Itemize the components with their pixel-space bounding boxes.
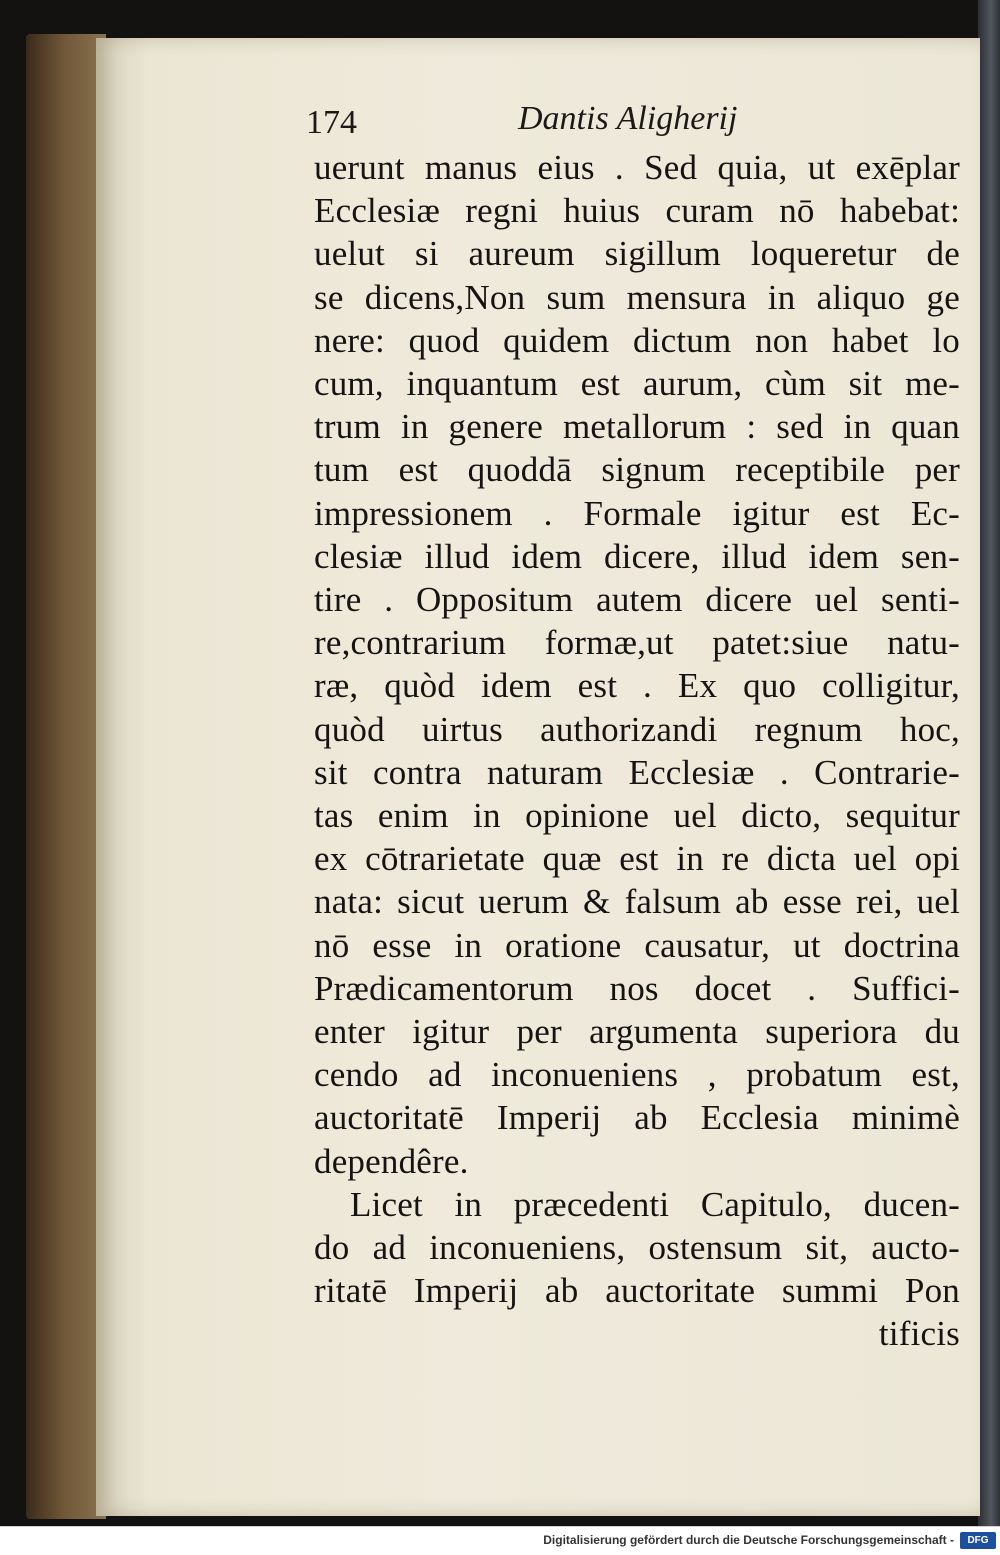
text-line: tire . Oppositum autem dicere uel senti- bbox=[314, 580, 960, 620]
text-line: nere: quod quidem dictum non habet lo bbox=[314, 320, 960, 360]
book-cover-edge bbox=[978, 0, 1000, 1530]
credit-text: Digitalisierung gefördert durch die Deutsche Forschungsgemeinschaft - bbox=[543, 1533, 954, 1547]
text-line: Ecclesiæ regni huius curam nō habebat: bbox=[314, 191, 960, 231]
text-block bbox=[314, 146, 960, 1356]
text-line: trum in genere metallorum : sed in quan bbox=[314, 407, 960, 447]
text-line: cendo ad inconueniens , probatum est, bbox=[314, 1055, 960, 1095]
text-line: se dicens,Non sum mensura in aliquo ge bbox=[314, 277, 960, 317]
text-line: uelut si aureum sigillum loqueretur de bbox=[314, 234, 960, 274]
text-line: ræ, quòd idem est . Ex quo colligitur, bbox=[314, 666, 960, 706]
text-line: nata: sicut uerum & falsum ab esse rei, uel bbox=[314, 882, 960, 922]
text-line: impressionem . Formale igitur est Ec- bbox=[314, 493, 960, 533]
text-line: do ad inconueniens, ostensum sit, aucto- bbox=[314, 1228, 960, 1268]
text-line: nō esse in oratione causatur, ut doctrina bbox=[314, 925, 960, 965]
text-line: clesiæ illud idem dicere, illud idem sen- bbox=[314, 536, 960, 576]
text-line: ex cōtrarietate quæ est in re dicta uel opi bbox=[314, 839, 960, 879]
text-line: auctoritatē Imperij ab Ecclesia minimè bbox=[314, 1098, 960, 1138]
text-line: cum, inquantum est aurum, cùm sit me- bbox=[314, 364, 960, 404]
catchword: tificis bbox=[878, 1314, 960, 1354]
book-edge bbox=[26, 34, 106, 1519]
text-line: Prædicamentorum nos docet . Suffici- bbox=[314, 968, 960, 1008]
text-line: re,contrarium formæ,ut patet:siue natu- bbox=[314, 623, 960, 663]
text-line: uerunt manus eius . Sed quia, ut exēplar bbox=[314, 148, 960, 187]
text-line: ritatē Imperij ab auctoritate summi Pon bbox=[314, 1271, 960, 1311]
running-head: Dantis Aligherij bbox=[518, 100, 738, 137]
digitization-credit-bar bbox=[0, 1526, 1000, 1555]
text-line: dependêre. bbox=[314, 1141, 469, 1181]
text-line: quòd uirtus authorizandi regnum hoc, bbox=[314, 709, 960, 749]
paragraph-start-line: Licet in præcedenti Capitulo, ducen- bbox=[350, 1184, 960, 1224]
text-line: enter igitur per argumenta superiora du bbox=[314, 1012, 960, 1052]
text-line: sit contra naturam Ecclesiæ . Contrarie- bbox=[314, 752, 960, 792]
page-header bbox=[306, 100, 956, 148]
text-line: tas enim in opinione uel dicto, sequitur bbox=[314, 796, 960, 836]
dfg-logo: DFG bbox=[960, 1532, 996, 1549]
page-number: 174 bbox=[306, 104, 357, 141]
text-line: tum est quoddā signum receptibile per bbox=[314, 450, 960, 490]
